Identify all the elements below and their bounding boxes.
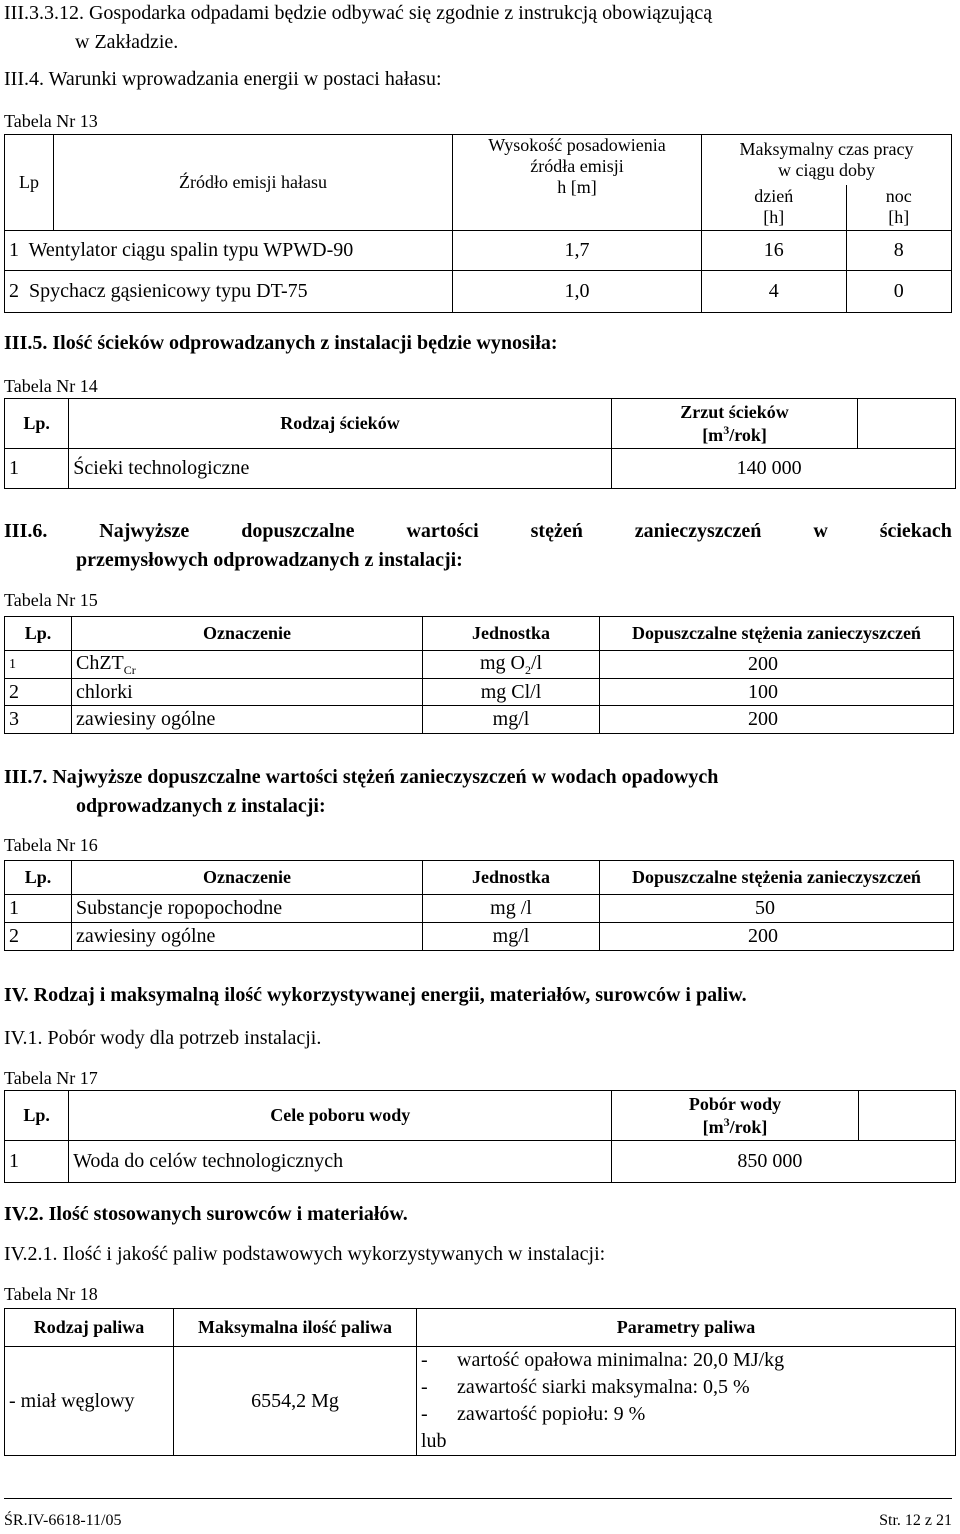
heading-iv-1: IV.1. Pobór wody dla potrzeb instalacji. (4, 1027, 322, 1049)
table-13-label: Tabela Nr 13 (4, 111, 98, 131)
heading-iii-4: III.4. Warunki wprowadzania energii w postaci hałasu: (4, 68, 442, 90)
t15-header-lp: Lp. (5, 617, 72, 651)
t15-cell-lp: 2 (5, 679, 72, 706)
list-item: - zawartość popiołu: 9 % (421, 1403, 646, 1425)
t13-cell-source: 2 Spychacz gąsienicowy typu DT-75 (5, 271, 453, 313)
t13-header-source: Źródło emisji hałasu (54, 135, 453, 231)
list-item: - wartość opałowa minimalna: 20,0 MJ/kg (421, 1349, 785, 1371)
t15-cell-limit: 200 (600, 706, 954, 734)
t18-cell-max: 6554,2 Mg (174, 1347, 417, 1456)
t13-cell-night: 8 (846, 231, 951, 271)
table-15 (4, 616, 954, 734)
t16-header-lp: Lp. (5, 861, 72, 895)
table-row (5, 449, 956, 489)
footer-page-number: Str. 12 z 21 (879, 1512, 952, 1529)
heading-iii-7-line2: odprowadzanych z instalacji: (76, 795, 326, 817)
table-row (5, 231, 952, 271)
t13-cell-source: 1 Wentylator ciągu spalin typu WPWD-90 (5, 231, 453, 271)
t17-header-lp: Lp. (5, 1091, 69, 1141)
t13-cell-height: 1,7 (453, 231, 702, 271)
table-13 (4, 134, 952, 313)
t17-header-amount: Pobór wody $[m^3/rok]$ (612, 1091, 858, 1141)
heading-iii-6-line2: przemysłowych odprowadzanych z instalacji: (76, 549, 463, 571)
t13-cell-day: 16 (702, 231, 847, 271)
table-14 (4, 398, 956, 489)
t16-cell-lp: 1 (5, 895, 72, 923)
t15-header-name: Oznaczenie (72, 617, 423, 651)
table-row (5, 706, 954, 734)
table-row (5, 679, 954, 706)
table-row (5, 271, 952, 313)
table-16 (4, 860, 954, 951)
t17-header-purpose: Cele poboru wody (69, 1091, 612, 1141)
t15-cell-limit: 200 (600, 651, 954, 679)
t16-header-limit: Dopuszczalne stężenia zanieczyszczeń (600, 861, 954, 895)
t14-header-lp: Lp. (5, 399, 69, 449)
table-15-label: Tabela Nr 15 (4, 590, 98, 610)
list-item: - zawartość siarki maksymalna: 0,5 % (421, 1376, 750, 1398)
t13-header-night: noc [h] (846, 185, 951, 231)
table-16-label: Tabela Nr 16 (4, 835, 98, 855)
t15-cell-name: ChZT$_{Cr}$ (72, 651, 423, 679)
t17-cell-amount: 850 000 (612, 1141, 956, 1183)
t18-cell-fuel: - miał węglowy (5, 1347, 174, 1456)
t18-header-max: Maksymalna ilość paliwa (174, 1309, 417, 1347)
t13-cell-night: 0 (846, 271, 951, 313)
t16-cell-unit: mg/l (423, 923, 600, 951)
footer-divider (4, 1498, 952, 1499)
table-row (5, 1141, 956, 1183)
heading-iv: IV. Rodzaj i maksymalną ilość wykorzystywanej energii, materiałów, surowców i paliw. (4, 984, 747, 1006)
t16-cell-name: zawiesiny ogólne (72, 923, 423, 951)
t14-cell-flow: 140 000 (611, 449, 955, 489)
t18-header-params: Parametry paliwa (417, 1309, 956, 1347)
heading-iii-6-line1: III.6. Najwyższe dopuszczalne wartości stężeń zanieczyszczeń w ściekach (4, 520, 952, 542)
table-14-label: Tabela Nr 14 (4, 376, 98, 396)
heading-iv-2-1: IV.2.1. Ilość i jakość paliw podstawowych wykorzystywanych w instalacji: (4, 1243, 606, 1265)
t14-header-flow: Zrzut ścieków $[m^3/rok]$ (611, 399, 858, 449)
t15-cell-unit: mg $O_2/l$ (423, 651, 600, 679)
t15-cell-lp: 3 (5, 706, 72, 734)
t13-header-day: dzień [h] (702, 185, 847, 231)
t17-cell-lp: 1 (5, 1141, 69, 1183)
paragraph-iii-3-3-12-line2: w Zakładzie. (75, 31, 179, 53)
t16-cell-limit: 200 (600, 923, 954, 951)
t16-cell-limit: 50 (600, 895, 954, 923)
footer-doc-number: ŚR.IV-6618-11/05 (4, 1512, 122, 1529)
heading-iii-5: III.5. Ilość ścieków odprowadzanych z instalacji będzie wynosiła: (4, 332, 558, 354)
t16-cell-name: Substancje ropopochodne (72, 895, 423, 923)
t13-header-time: Maksymalny czas pracy w ciągu doby (702, 135, 952, 185)
table-18 (4, 1308, 956, 1456)
table-row (5, 651, 954, 679)
t15-cell-name: zawiesiny ogólne (72, 706, 423, 734)
table-17-label: Tabela Nr 17 (4, 1068, 98, 1088)
table-row (5, 923, 954, 951)
heading-iv-2: IV.2. Ilość stosowanych surowców i materiałów. (4, 1203, 408, 1225)
t15-cell-name: chlorki (72, 679, 423, 706)
table-18-label: Tabela Nr 18 (4, 1284, 98, 1304)
t18-cell-params (417, 1347, 956, 1456)
t17-cell-purpose: Woda do celów technologicznych (69, 1141, 612, 1183)
t15-header-limit: Dopuszczalne stężenia zanieczyszczeń (600, 617, 954, 651)
t15-cell-lp: 1 (5, 651, 72, 679)
t16-cell-lp: 2 (5, 923, 72, 951)
t14-cell-type: Ścieki technologiczne (69, 449, 611, 489)
table-row (5, 895, 954, 923)
paragraph-iii-3-3-12-line1: III.3.3.12. Gospodarka odpadami będzie odbywać się zgodnie z instrukcją obowiązującą (4, 2, 713, 24)
heading-iii-7-line1: III.7. Najwyższe dopuszczalne wartości stężeń zanieczyszczeń w wodach opadowych (4, 766, 719, 788)
t13-header-height: Wysokość posadowienia źródła emisji h [m] (453, 135, 702, 231)
t15-cell-unit: mg/l (423, 706, 600, 734)
t16-header-unit: Jednostka (423, 861, 600, 895)
t18-header-fuel: Rodzaj paliwa (5, 1309, 174, 1347)
t15-header-unit: Jednostka (423, 617, 600, 651)
t16-cell-unit: mg /l (423, 895, 600, 923)
t16-header-name: Oznaczenie (72, 861, 423, 895)
t15-cell-unit: mg Cl/l (423, 679, 600, 706)
t13-header-lp: Lp (5, 135, 54, 231)
t14-header-type: Rodzaj ścieków (69, 399, 611, 449)
t15-cell-limit: 100 (600, 679, 954, 706)
t13-cell-height: 1,0 (453, 271, 702, 313)
list-item: lub (421, 1430, 447, 1452)
t13-cell-day: 4 (702, 271, 847, 313)
t14-cell-lp: 1 (5, 449, 69, 489)
table-row (5, 1347, 956, 1456)
table-17 (4, 1090, 956, 1183)
